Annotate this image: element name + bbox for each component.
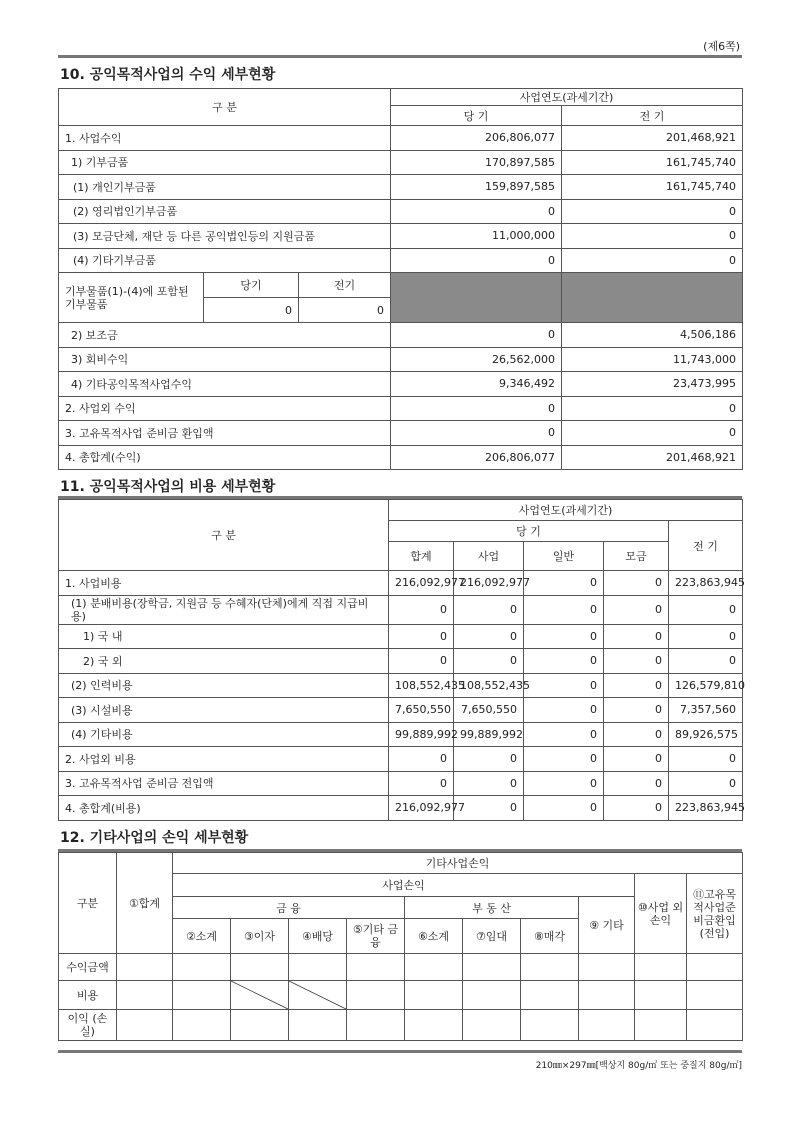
table-row: 1) 기부금품 170,897,585 161,745,740: [59, 150, 743, 175]
table-row: 2. 사업외 비용 0 0 0 0 0: [59, 747, 743, 772]
table-row: 2. 사업외 수익 0 0: [59, 396, 743, 421]
header-other-business: 기타사업손익: [173, 853, 743, 874]
header-c8: ⑧매각: [521, 919, 579, 954]
header-business-pl: 사업손익: [173, 874, 635, 897]
header-current: 당 기: [391, 106, 562, 126]
table-row: [59, 954, 743, 981]
header-gubun: 구 분: [59, 500, 389, 571]
income-table: [58, 88, 743, 470]
header-general: 일반: [524, 542, 604, 571]
table-row: 1. 사업비용 216,092,977 216,092,977 0 0 223,863,945: [59, 571, 743, 596]
table-row: 4. 총합계(비용) 216,092,977 0 0 0 223,863,945: [59, 796, 743, 821]
header-finance: 금 융: [173, 897, 405, 919]
table-row: 2) 국 외 0 0 0 0 0: [59, 649, 743, 674]
header-fiscal-year: 사업연도(과세기간): [391, 89, 743, 106]
header-c7: ⑦임대: [463, 919, 521, 954]
goods-previous-value: 0: [299, 298, 391, 323]
table-row: (1) 분배비용(장학금, 지원금 등 수혜자(단체)에게 직접 지급비용) 0 0 0 0 0: [59, 595, 743, 624]
header-c5: ⑤기타 금융: [347, 919, 405, 954]
diagonal-cell: [231, 981, 289, 1010]
goods-current-header: 당기: [204, 273, 299, 298]
table-row: (2) 인력비용 108,552,435 108,552,435 0 0 126,579,810: [59, 673, 743, 698]
diagonal-cell: [289, 981, 347, 1010]
shaded-cell: [391, 273, 562, 323]
header-previous: 전 기: [669, 521, 743, 571]
table-row: 4. 총합계(수익) 206,806,077 201,468,921: [59, 445, 743, 470]
table-row: 3) 회비수익 26,562,000 11,743,000: [59, 347, 743, 372]
table-row: 1. 사업수익 206,806,077 201,468,921: [59, 126, 743, 151]
section-10-title: 10. 공익목적사업의 수익 세부현황: [60, 67, 276, 83]
section-12-title: 12. 기타사업의 손익 세부현황: [60, 830, 249, 846]
bottom-rule: [58, 1050, 742, 1053]
table-row: 1) 국 내 0 0 0 0 0: [59, 624, 743, 649]
row-label-profit: 이익 (손실): [59, 1010, 117, 1041]
header-gubun: 구 분: [59, 89, 391, 126]
header-business: 사업: [454, 542, 524, 571]
header-c4: ④배당: [289, 919, 347, 954]
goods-previous-header: 전기: [299, 273, 391, 298]
table-row: 2) 보조금 0 4,506,186: [59, 323, 743, 348]
donated-goods-label: 기부물품(1)-(4)에 포함된 기부물품: [59, 273, 204, 323]
header-gubun: 구분: [59, 853, 117, 954]
header-c3: ③이자: [231, 919, 289, 954]
expense-table: [58, 499, 743, 821]
table-row: (3) 시설비용 7,650,550 7,650,550 0 0 7,357,560: [59, 698, 743, 723]
header-real-estate: 부 동 산: [405, 897, 579, 919]
table-row: (3) 모금단체, 재단 등 다른 공익법인등의 지원금품 11,000,000 0: [59, 224, 743, 249]
header-current: 당 기: [389, 521, 669, 542]
header-fundraising: 모금: [604, 542, 669, 571]
row-label-revenue: 수익금액: [59, 954, 117, 981]
header-c9: ⑨ 기타: [579, 897, 635, 954]
goods-current-value: 0: [204, 298, 299, 323]
header-fiscal-year: 사업연도(과세기간): [389, 500, 743, 521]
table-row: 3. 고유목적사업 준비금 환입액 0 0: [59, 421, 743, 446]
header-total: ①합계: [117, 853, 173, 954]
shaded-cell: [562, 273, 743, 323]
other-business-table: [58, 852, 743, 1041]
table-row: (4) 기타기부금품 0 0: [59, 248, 743, 273]
section-rule: [58, 55, 742, 58]
header-c2: ②소계: [173, 919, 231, 954]
table-row: 3. 고유목적사업 준비금 전입액 0 0 0 0 0: [59, 771, 743, 796]
header-c6: ⑥소계: [405, 919, 463, 954]
paper-spec: 210㎜×297㎜[백상지 80g/㎡ 또는 중질지 80g/㎡]: [535, 1061, 742, 1071]
table-row: [59, 1010, 743, 1041]
header-c10: ⑩사업 외손익: [635, 874, 687, 954]
page-number: (제6쪽): [703, 40, 740, 53]
section-11-title: 11. 공익목적사업의 비용 세부현황: [60, 479, 276, 495]
header-previous: 전 기: [562, 106, 743, 126]
table-row: (1) 개인기부금품 159,897,585 161,745,740: [59, 175, 743, 200]
table-row: 4) 기타공익목적사업수익 9,346,492 23,473,995: [59, 372, 743, 397]
header-total: 합계: [389, 542, 454, 571]
header-c11: ⑪고유목적사업준비금환입(전입): [687, 874, 743, 954]
row-label-cost: 비용: [59, 981, 117, 1010]
table-row: [59, 981, 743, 1010]
table-row: (4) 기타비용 99,889,992 99,889,992 0 0 89,926,575: [59, 722, 743, 747]
table-row: (2) 영리법인기부금품 0 0: [59, 199, 743, 224]
